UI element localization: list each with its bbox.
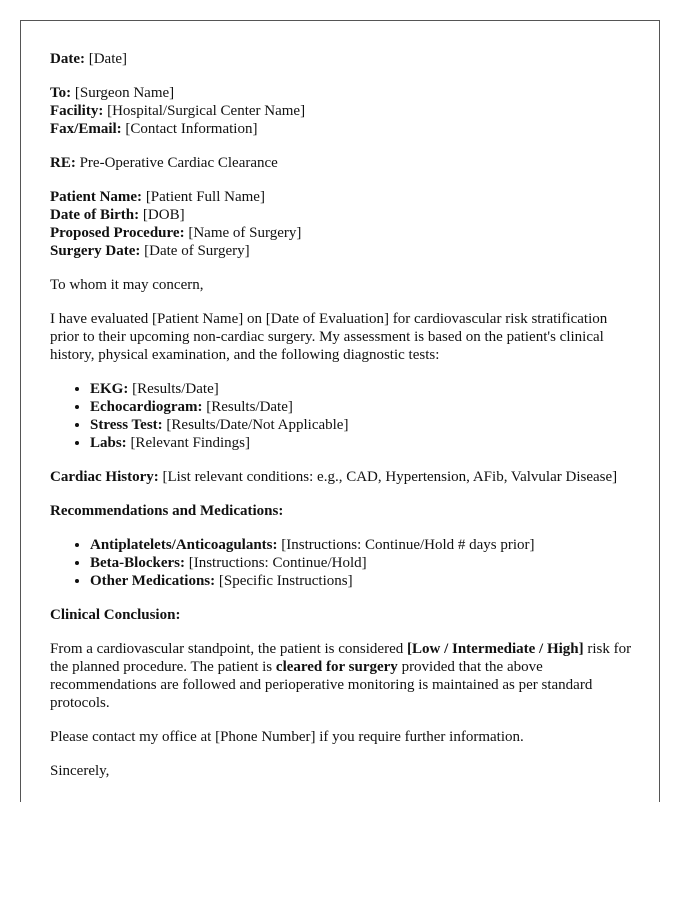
list-item — [90, 554, 635, 572]
list-item — [90, 398, 635, 416]
cardiac-history-label: Cardiac History: — [50, 469, 159, 485]
tests-list — [50, 380, 635, 452]
test-label: EKG: — [90, 381, 129, 397]
recipient-block — [50, 84, 635, 138]
conclusion-text-1: From a cardiovascular standpoint, the patient is considered — [50, 641, 407, 657]
recommendation-value: [Specific Instructions] — [215, 573, 353, 589]
to-line — [50, 84, 635, 102]
conclusion-heading-text: Clinical Conclusion: — [50, 607, 181, 623]
closing: Sincerely, — [50, 763, 110, 779]
recommendations-list — [50, 536, 635, 590]
conclusion-text-3: provided that the above recommendations are followed and perioperative monitoring is maintained as per standard protocols. — [50, 659, 593, 711]
date-line — [50, 50, 635, 68]
re-value: Pre-Operative Cardiac Clearance — [75, 155, 278, 171]
contact-value: [Contact Information] — [121, 121, 258, 137]
surgery-date-label: Surgery Date: — [50, 243, 141, 259]
conclusion-heading — [50, 606, 635, 624]
facility-label: Facility: — [50, 103, 104, 119]
recommendation-label: Antiplatelets/Anticoagulants: — [90, 537, 278, 553]
clearance-status: cleared for surgery — [275, 659, 398, 675]
date-value: [Date] — [84, 51, 128, 67]
recommendation-label: Beta-Blockers: — [90, 555, 185, 571]
list-item — [90, 536, 635, 554]
intro-paragraph: I have evaluated [Patient Name] on [Date of Evaluation] for cardiovascular risk stratification prior to their upcoming non-cardiac surgery. My assessment is based on the patient's clinical history, physical examination, and the following diagnostic tests: — [50, 311, 608, 363]
date-label: Date: — [50, 51, 85, 67]
test-value: [Results/Date] — [128, 381, 219, 397]
list-item — [90, 416, 635, 434]
contact-line — [50, 120, 635, 138]
procedure-label: Proposed Procedure: — [50, 225, 185, 241]
letter-content — [50, 50, 635, 796]
recommendation-value: [Instructions: Continue/Hold] — [184, 555, 367, 571]
patient-name-line — [50, 188, 635, 206]
to-value: [Surgeon Name] — [71, 85, 175, 101]
procedure-value: [Name of Surgery] — [184, 225, 302, 241]
conclusion-paragraph — [50, 640, 635, 712]
test-value: [Results/Date/Not Applicable] — [162, 417, 349, 433]
facility-line — [50, 102, 635, 120]
test-label: Labs: — [90, 435, 127, 451]
test-label: Stress Test: — [90, 417, 163, 433]
patient-block — [50, 188, 635, 260]
dob-value: [DOB] — [139, 207, 185, 223]
subject-line — [50, 154, 635, 172]
re-label: RE: — [50, 155, 76, 171]
surgery-date-value: [Date of Surgery] — [140, 243, 250, 259]
recommendations-heading — [50, 502, 635, 520]
patient-name-value: [Patient Full Name] — [142, 189, 265, 205]
test-value: [Results/Date] — [202, 399, 293, 415]
contact-label: Fax/Email: — [50, 121, 122, 137]
dob-line — [50, 206, 635, 224]
cardiac-history-value: [List relevant conditions: e.g., CAD, Hypertension, AFib, Valvular Disease] — [158, 469, 618, 485]
conclusion-text-2: risk for the planned procedure. The patient is — [50, 641, 632, 675]
risk-level: [Low / Intermediate / High] — [406, 641, 584, 657]
recommendation-value: [Instructions: Continue/Hold # days prior] — [277, 537, 535, 553]
facility-value: [Hospital/Surgical Center Name] — [103, 103, 306, 119]
list-item — [90, 380, 635, 398]
procedure-line — [50, 224, 635, 242]
to-label: To: — [50, 85, 72, 101]
list-item — [90, 434, 635, 452]
test-label: Echocardiogram: — [90, 399, 203, 415]
salutation: To whom it may concern, — [50, 277, 204, 293]
recommendation-label: Other Medications: — [90, 573, 216, 589]
recommendations-heading-text: Recommendations and Medications: — [50, 503, 284, 519]
letter-page — [20, 20, 660, 802]
list-item — [90, 572, 635, 590]
surgery-date-line — [50, 242, 635, 260]
contact-paragraph: Please contact my office at [Phone Number] if you require further information. — [50, 729, 524, 745]
cardiac-history — [50, 468, 635, 486]
test-value: [Relevant Findings] — [126, 435, 251, 451]
patient-name-label: Patient Name: — [50, 189, 143, 205]
dob-label: Date of Birth: — [50, 207, 140, 223]
